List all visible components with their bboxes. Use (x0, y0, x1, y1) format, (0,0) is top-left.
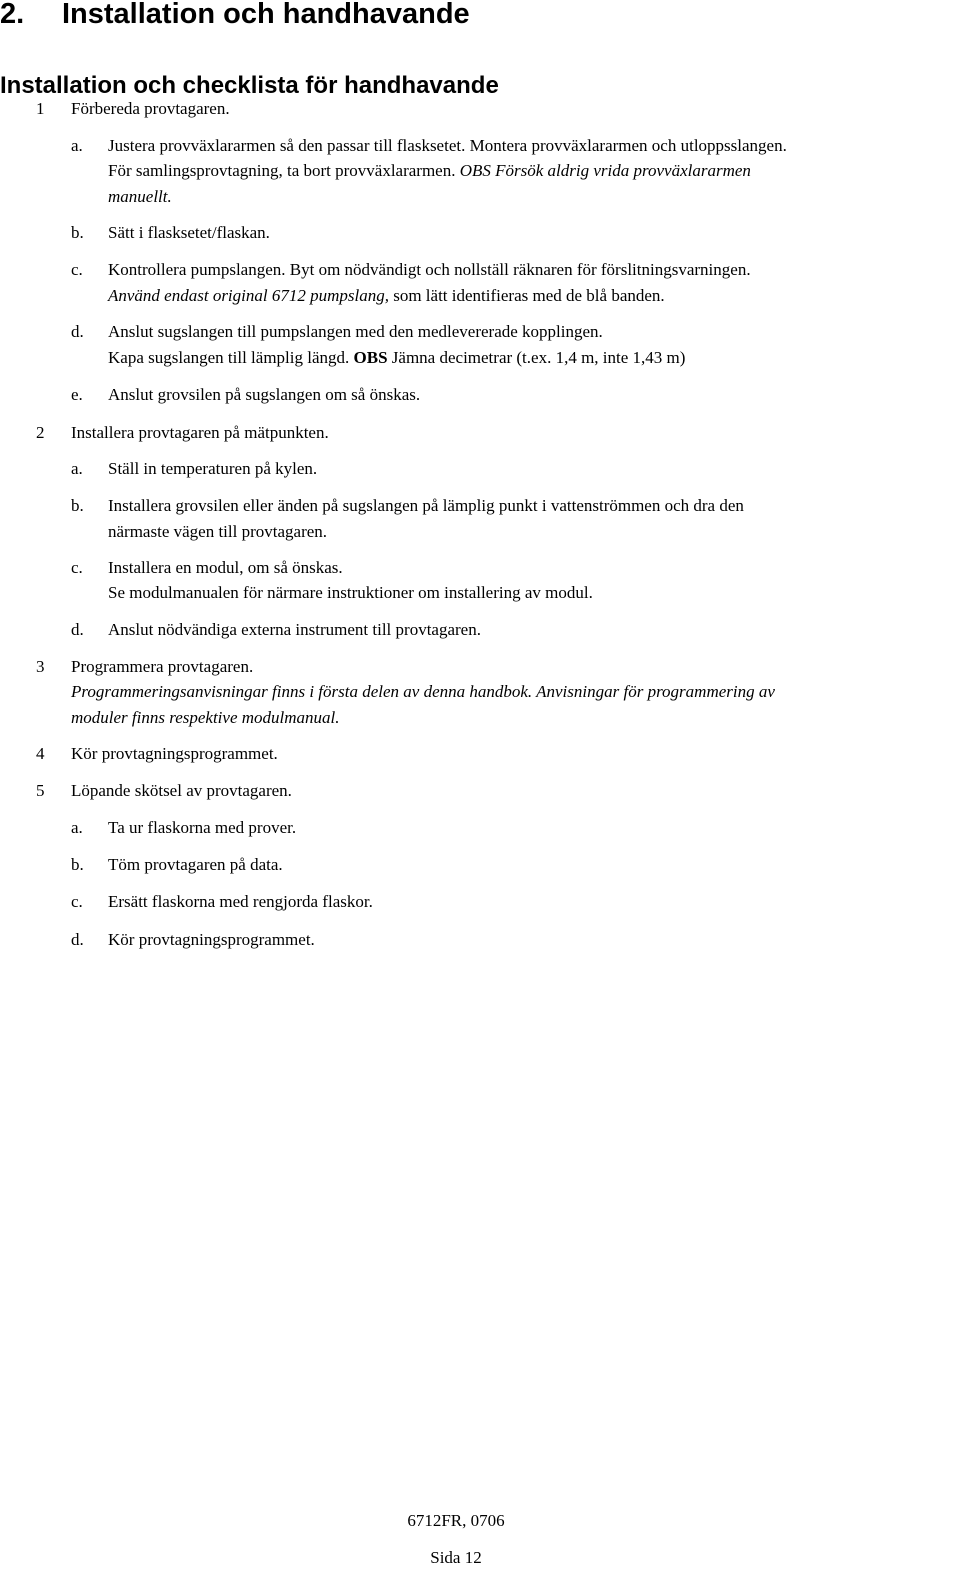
substep-letter: c. (71, 558, 83, 577)
chapter-title: Installation och handhavande (62, 0, 470, 30)
substep-text (108, 345, 685, 371)
substep-letter: d. (71, 322, 84, 341)
step-title: Löpande skötsel av provtagaren. (71, 781, 292, 800)
step-title: Kör provtagningsprogrammet. (71, 744, 278, 763)
substep-letter: c. (71, 892, 83, 911)
substep-text: Ersätt flaskorna med rengjorda flaskor. (108, 892, 373, 911)
section-heading: Installation och checklista för handhavande (0, 72, 499, 99)
substep-letter: a. (71, 459, 83, 478)
substep-letter: a. (71, 136, 83, 155)
step-note: moduler finns respektive modulmanual. (71, 708, 340, 727)
substep-letter: c. (71, 260, 83, 279)
substep-text: Anslut sugslangen till pumpslangen med den medlevererade kopplingen. (108, 322, 603, 341)
step-number: 1 (36, 99, 45, 118)
step-title: Installera provtagaren på mätpunkten. (71, 423, 329, 442)
note-text: OBS Försök aldrig vrida provväxlararmen (459, 161, 751, 180)
step-number: 2 (36, 423, 45, 442)
substep-letter: d. (71, 930, 84, 949)
substep-text: närmaste vägen till provtagaren. (108, 522, 328, 541)
note-text: Använd endast original 6712 pumpslang, (108, 286, 389, 305)
substep-text: Ställ in temperaturen på kylen. (108, 459, 318, 478)
chapter-number: 2. (0, 0, 25, 30)
substep-text: Ta ur flaskorna med prover. (108, 818, 297, 837)
substep-text (108, 283, 665, 309)
plain-text: För samlingsprovtagning, ta bort provväxlararmen. (108, 161, 460, 180)
substep-text: Se modulmanualen för närmare instruktioner om installering av modul. (108, 583, 593, 602)
chapter-heading (0, 0, 470, 32)
step-title: Programmera provtagaren. (71, 657, 254, 676)
plain-text: Jämna decimetrar (t.ex. 1,4 m, inte 1,43 m) (387, 348, 686, 367)
plain-text: som lätt identifieras med de blå banden. (388, 286, 665, 305)
substep-letter: d. (71, 620, 84, 639)
footer-page-number: Sida 12 (430, 1548, 482, 1567)
step-number: 4 (36, 744, 45, 763)
substep-text: Installera en modul, om så önskas. (108, 558, 343, 577)
substep-text: Installera grovsilen eller änden på sugslangen på lämplig punkt i vattenströmmen och dra den (108, 496, 744, 515)
substep-letter: b. (71, 855, 84, 874)
plain-text: Kapa sugslangen till lämplig längd. (108, 348, 354, 367)
substep-letter: e. (71, 385, 83, 404)
substep-text: Anslut grovsilen på sugslangen om så önskas. (108, 385, 421, 404)
footer-doc-id: 6712FR, 0706 (407, 1511, 505, 1530)
substep-text (108, 158, 751, 184)
substep-text: Töm provtagaren på data. (108, 855, 283, 874)
substep-text: Kontrollera pumpslangen. Byt om nödvändigt och nollställ räknaren för förslitningsvarningen. (108, 260, 751, 279)
step-number: 5 (36, 781, 45, 800)
substep-letter: b. (71, 496, 84, 515)
substep-text (108, 184, 172, 210)
step-title: Förbereda provtagaren. (71, 99, 230, 118)
substep-letter: b. (71, 223, 84, 242)
step-note: Programmeringsanvisningar finns i första delen av denna handbok. Anvisningar för programmering av (71, 682, 775, 701)
obs-label: OBS (353, 348, 388, 367)
step-number: 3 (36, 657, 45, 676)
substep-text: Sätt i flasksetet/flaskan. (108, 223, 270, 242)
substep-letter: a. (71, 818, 83, 837)
note-text: manuellt. (108, 187, 172, 206)
substep-text: Kör provtagningsprogrammet. (108, 930, 315, 949)
substep-text: Justera provväxlararmen så den passar till flasksetet. Montera provväxlararmen och utloppsslangen. (108, 136, 787, 155)
substep-text: Anslut nödvändiga externa instrument till provtagaren. (108, 620, 481, 639)
